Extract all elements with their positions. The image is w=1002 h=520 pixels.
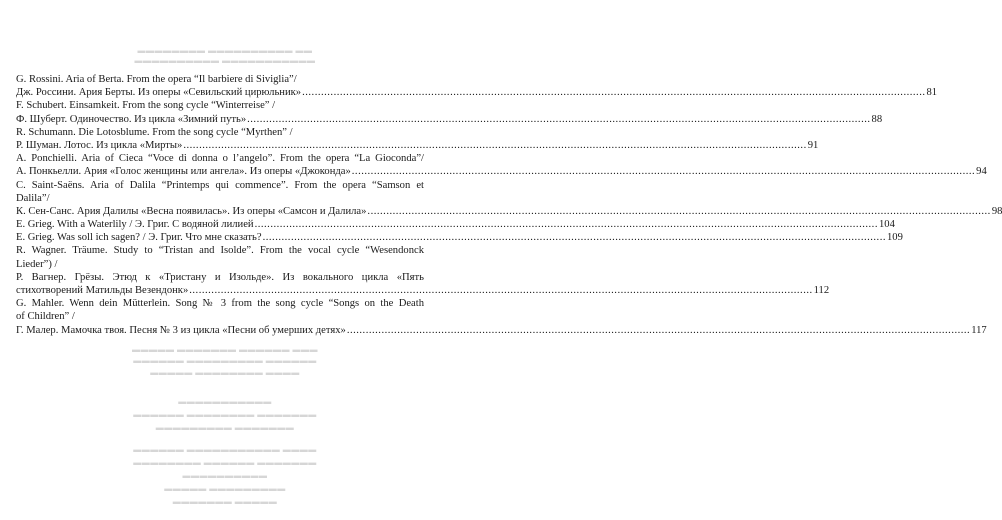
page-number: 98 bbox=[991, 205, 1002, 217]
toc-entry-text: А. Понкьелли. Ария «Голос женщины или ангела». Из оперы «Джоконда» bbox=[16, 166, 351, 178]
toc-line bbox=[16, 113, 883, 126]
toc-entry-text: Dalila”/ bbox=[16, 192, 50, 204]
bleed-through-text: ▬▬▬▬▬▬▬▬▬▬ bbox=[182, 471, 268, 480]
page-number: 117 bbox=[971, 324, 987, 336]
toc-entry-text: E. Grieg. Was soll ich sagen? / Э. Григ. Что мне сказать? bbox=[16, 232, 262, 244]
toc-entry-text: Р. Вагнер. Грёзы. Этюд к «Тристану и Изольде». Из вокального цикла «Пять bbox=[16, 271, 424, 283]
toc-line bbox=[16, 139, 819, 152]
bleed-through-text: ▬▬▬▬▬ ▬▬▬▬▬▬▬▬▬ bbox=[164, 484, 286, 493]
dot-leader bbox=[352, 165, 975, 178]
toc-line bbox=[16, 244, 424, 257]
toc-entry-text: R. Schumann. Die Lotosblume. From the song cycle “Myrthen” / bbox=[16, 126, 293, 138]
dot-leader bbox=[263, 231, 886, 244]
bleed-through-text: ▬▬▬▬▬▬▬ ▬▬▬▬▬ bbox=[172, 497, 278, 506]
bleed-through-text: ▬▬▬▬▬ ▬▬▬▬▬▬▬▬ ▬▬▬▬ bbox=[150, 368, 300, 377]
toc-line bbox=[16, 310, 424, 323]
toc-line bbox=[16, 99, 424, 112]
toc-line bbox=[16, 218, 895, 231]
page-number: 81 bbox=[926, 87, 938, 99]
toc-line bbox=[16, 165, 987, 178]
bleed-through-text: ▬▬▬▬▬▬ ▬▬▬▬▬▬▬▬ ▬▬▬▬▬▬▬ bbox=[133, 410, 317, 419]
toc-line bbox=[16, 73, 424, 86]
page-number: 104 bbox=[878, 219, 895, 231]
toc-line bbox=[16, 126, 424, 139]
toc-entry-text: of Children” / bbox=[16, 311, 75, 323]
toc-line bbox=[16, 152, 424, 165]
toc-line bbox=[16, 284, 830, 297]
bleed-through-text: ▬▬▬▬▬▬▬▬▬ ▬▬▬▬▬▬▬ bbox=[155, 423, 295, 432]
toc-line bbox=[16, 271, 424, 284]
toc-entry-text: G. Mahler. Wenn dein Mütterlein. Song № 3 from the song cycle “Songs on the Death bbox=[16, 298, 424, 310]
bleed-through-text: ▬▬▬▬▬▬▬▬▬▬ ▬▬▬▬▬▬▬▬▬▬▬ bbox=[134, 56, 316, 65]
toc-line bbox=[16, 86, 938, 99]
dot-leader bbox=[367, 205, 990, 218]
toc-entry-text: G. Rossini. Aria of Berta. From the opera “Il barbiere di Siviglia”/ bbox=[16, 74, 297, 85]
toc-entry-text: Lieder”) / bbox=[16, 258, 58, 270]
table-of-contents bbox=[16, 73, 1002, 337]
toc-entry-text: Г. Малер. Мамочка твоя. Песня № 3 из цикла «Песни об умерших детях» bbox=[16, 324, 346, 336]
bleed-through-text: ▬▬▬▬▬▬▬▬▬▬▬ bbox=[178, 397, 272, 406]
dot-leader bbox=[302, 86, 925, 99]
toc-entry-text: E. Grieg. With a Waterlily / Э. Григ. С водяной лилией bbox=[16, 219, 254, 231]
toc-entry-text: Ф. Шуберт. Одиночество. Из цикла «Зимний путь» bbox=[16, 113, 247, 125]
toc-line bbox=[16, 179, 424, 192]
toc-entry-text: A. Ponchielli. Aria of Cieca “Voce di donna o l’angelo”. From the opera “La Gioconda”/ bbox=[16, 153, 424, 165]
toc-entry-text: Р. Шуман. Лотос. Из цикла «Мирты» bbox=[16, 139, 183, 151]
dot-leader bbox=[255, 218, 878, 231]
page-number: 94 bbox=[976, 166, 987, 178]
page-number: 109 bbox=[887, 232, 903, 244]
toc-line bbox=[16, 231, 903, 244]
toc-entry-text: К. Сен-Санс. Ария Далилы «Весна появилась». Из оперы «Самсон и Далила» bbox=[16, 205, 367, 217]
toc-line bbox=[16, 205, 1002, 218]
toc-line bbox=[16, 192, 424, 205]
bleed-through-text: ▬▬▬▬▬▬ ▬▬▬▬▬▬▬▬▬▬▬ ▬▬▬▬ bbox=[133, 445, 317, 454]
bleed-through-text: ▬▬▬▬▬▬ ▬▬▬▬▬▬▬▬▬ ▬▬▬▬▬▬ bbox=[133, 356, 317, 365]
toc-entry-text: F. Schubert. Einsamkeit. From the song cycle “Winterreise” / bbox=[16, 100, 276, 112]
page-number: 112 bbox=[813, 285, 830, 296]
toc-line bbox=[16, 297, 424, 310]
dot-leader bbox=[247, 113, 870, 126]
bleed-through-text: ▬▬▬▬▬▬▬▬ ▬▬▬▬▬▬ ▬▬▬▬▬▬▬ bbox=[133, 458, 317, 467]
toc-line bbox=[16, 324, 987, 337]
bleed-through-text: ▬▬▬▬▬ ▬▬▬▬▬▬▬ ▬▬▬▬▬▬ ▬▬▬ bbox=[132, 345, 318, 354]
dot-leader bbox=[189, 284, 812, 297]
dot-leader bbox=[183, 139, 806, 152]
toc-entry-text: стихотворений Матильды Везендонк» bbox=[16, 285, 189, 296]
toc-line bbox=[16, 258, 424, 271]
toc-entry-text: C. Saint-Saëns. Aria of Dalila “Printemps qui commence”. From the opera “Samson et bbox=[16, 179, 424, 191]
toc-entry-text: Дж. Россини. Ария Берты. Из оперы «Севильский цирюльник» bbox=[16, 87, 302, 99]
page-number: 91 bbox=[807, 139, 819, 151]
bleed-through-text: ▬▬▬▬▬▬▬▬ ▬▬▬▬▬▬▬▬▬▬ ▬▬ bbox=[137, 46, 313, 55]
page-number: 88 bbox=[871, 113, 883, 125]
toc-entry-text: R. Wagner. Träume. Study to “Tristan and Isolde”. From the vocal cycle “Wesendonck bbox=[16, 245, 424, 257]
dot-leader bbox=[347, 324, 970, 337]
